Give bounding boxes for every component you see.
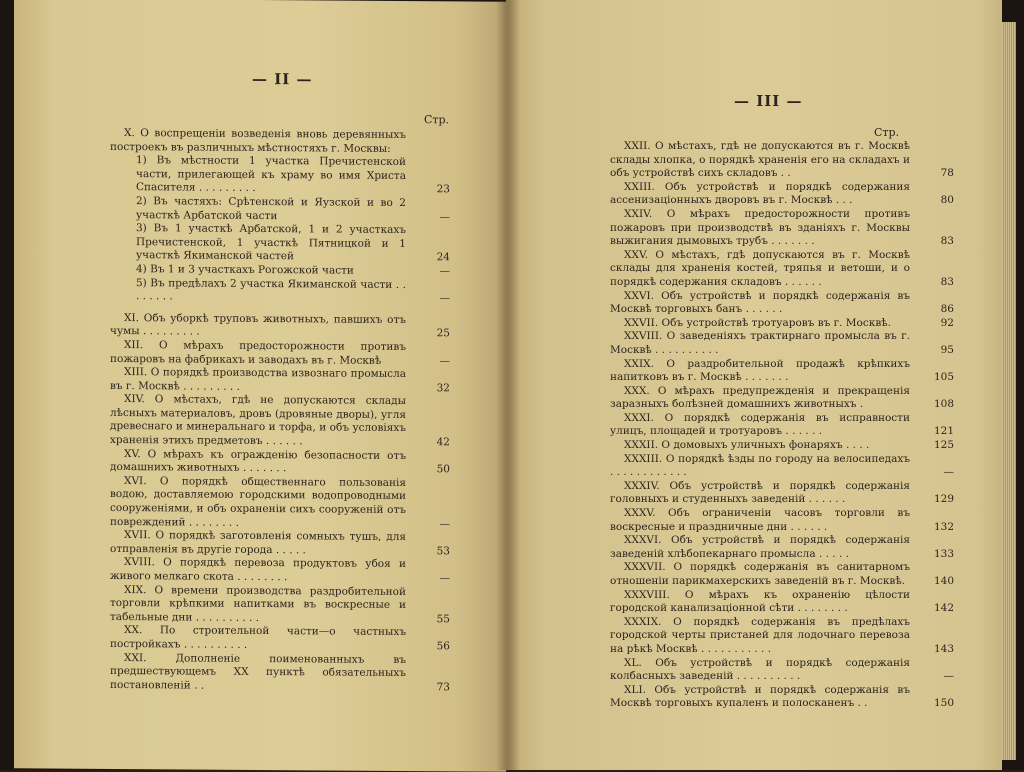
- toc-entry-page: 32: [414, 382, 450, 396]
- toc-entry-title: XXIV. О мѣрахъ предосторожности противъ пожаровъ при производствѣ въ зданiяхъ г. Москвы выжигания дымовыхъ трубъ . . . . . . .: [610, 208, 954, 249]
- toc-entry-page: 83: [918, 276, 954, 290]
- toc-entry-page: —: [414, 211, 450, 225]
- toc-entry-page: 83: [918, 235, 954, 249]
- toc-entry-page: 23: [414, 183, 450, 197]
- toc-entry-title: XV. О мѣрахъ къ огражденiю безопасности отъ домашнихъ животныхъ . . . . . . .: [110, 448, 450, 478]
- toc-entry: [610, 249, 954, 290]
- toc-entry: [610, 507, 954, 534]
- toc-entry-title: XXXII. О домовыхъ уличныхъ фонаряхъ . . . .: [610, 439, 954, 453]
- toc-entry: [610, 589, 954, 616]
- toc-entry-title: XXXI. О порядкѣ содержанiя въ исправности улицъ, площадей и тротуаровъ . . . . . .: [610, 412, 954, 439]
- left-page-column-label: Стр.: [424, 113, 449, 126]
- toc-entry-title: 4) Въ 1 и 3 участкахъ Рогожской части: [136, 263, 450, 279]
- toc-entry-page: 129: [918, 493, 954, 507]
- toc-entry-page: —: [414, 518, 450, 532]
- toc-entry: [110, 529, 450, 559]
- toc-entry: [610, 453, 954, 480]
- toc-entry-title: X. О воспрещенiи возведенiя вновь деревянныхъ построекъ въ различныхъ мѣстностяхъ г. Москвы:: [110, 127, 450, 157]
- toc-entry: [110, 624, 450, 654]
- toc-entry-page: 108: [918, 398, 954, 412]
- toc-entry: [610, 439, 954, 453]
- toc-entry: [610, 208, 954, 249]
- toc-entry: [610, 561, 954, 588]
- toc-entry-title: XXV. О мѣстахъ, гдѣ допускаются въ г. Москвѣ склады для храненiя костей, тряпья и ветоши, и о порядкѣ содержания складовъ . . . . . .: [610, 249, 954, 290]
- toc-entry: [110, 448, 450, 478]
- toc-entry-page: 80: [918, 194, 954, 208]
- toc-entry-title: XII. О мѣрахъ предосторожности противъ пожаровъ на фабрикахъ и заводахъ въ г. Москвѣ: [110, 339, 450, 369]
- toc-entry-title: XVII. О порядкѣ заготовленiя сомныхъ тушъ, для отправленiя въ другiе города . . . . .: [110, 529, 450, 559]
- toc-entry-page: —: [414, 572, 450, 586]
- toc-entry: [610, 412, 954, 439]
- toc-entry-title: XLI. Объ устройствѣ и порядкѣ содержанiя въ Москвѣ торговыхъ купаленъ и полосканенъ . .: [610, 684, 954, 711]
- toc-entry: [110, 339, 450, 369]
- toc-entry-title: XXIII. Объ устройствѣ и порядкѣ содержания ассенизацiонныхъ дворовъ въ г. Москвѣ . . .: [610, 181, 954, 208]
- toc-entry-title: XXXVIII. О мѣрахъ къ охраненiю цѣлости городской канализацiонной сѣти . . . . . . . .: [610, 589, 954, 616]
- toc-entry-title: XVI. О порядкѣ общественнаго пользованiя водою, доставляемою городскими водопроводными сооруженiями, и объ охраненiи сихъ сооруженiй отъ повреждений . . . . . . . .: [110, 475, 450, 532]
- toc-entry-title: 5) Въ предѣлахъ 2 участка Якиманской части . . . . . . . .: [136, 277, 450, 306]
- toc-entry: [110, 195, 450, 225]
- toc-entry: [610, 317, 954, 331]
- toc-entry: [110, 584, 450, 627]
- toc-entry: [610, 480, 954, 507]
- toc-entry-page: —: [414, 355, 450, 369]
- toc-entry: [610, 358, 954, 385]
- toc-entry-page: 140: [918, 575, 954, 589]
- toc-entry-page: 73: [414, 681, 450, 695]
- toc-entry-title: XXVII. Объ устройствѣ тротуаровъ въ г. Москвѣ.: [610, 317, 954, 331]
- toc-entry-title: XL. Объ устройствѣ и порядкѣ содержанiя колбасныхъ заведенiй . . . . . . . . . .: [610, 657, 954, 684]
- toc-entry-title: XXI. Дополненiе поименованныхъ въ предшествующемъ XX пунктѣ обязательныхъ постановленiй . .: [110, 652, 450, 695]
- toc-entry-title: XXXV. Объ ограниченiи часовъ торговли въ воскресные и праздничные дни . . . . . .: [610, 507, 954, 534]
- toc-entry-title: XXXIV. Объ устройствѣ и порядкѣ содержанiя головныхъ и студенныхъ заведенiй . . . . . .: [610, 480, 954, 507]
- toc-entry-title: XXXVII. О порядкѣ содержанiя въ санитарномъ отношенiи парикмахерскихъ заведенiй въ г. Москвѣ.: [610, 561, 954, 588]
- toc-entry: [610, 330, 954, 357]
- toc-entry-title: XXVIII. О заведенiяхъ трактирнаго промысла въ г. Москвѣ . . . . . . . . . .: [610, 330, 954, 357]
- toc-entry: [110, 276, 450, 306]
- toc-entry-title: XXX. О мѣрахъ предупрежденiя и прекращенiя заразныхъ болѣзней домашнихъ животныхъ .: [610, 385, 954, 412]
- toc-entry-page: 78: [918, 167, 954, 181]
- toc-entry-page: —: [918, 670, 954, 684]
- toc-entry: [610, 616, 954, 657]
- toc-entry: [110, 154, 450, 197]
- toc-entry-page: —: [414, 292, 450, 306]
- toc-entry-page: 24: [414, 251, 450, 265]
- toc-entry-page: 55: [414, 613, 450, 627]
- toc-entry-page: 150: [918, 697, 954, 711]
- toc-entry: [110, 556, 450, 586]
- toc-entry-title: XXXIII. О порядкѣ ѣзды по городу на велосипедахъ . . . . . . . . . . . .: [610, 453, 954, 480]
- toc-entry-title: XXXVI. Объ устройствѣ и порядкѣ содержанiя заведенiй хлѣбопекарнаго промысла . . . . .: [610, 534, 954, 561]
- right-page: [506, 0, 1002, 770]
- toc-entry-page: 125: [918, 439, 954, 453]
- book-gutter: [496, 0, 520, 770]
- toc-entry-page: 56: [414, 640, 450, 654]
- toc-entry-page: 95: [918, 344, 954, 358]
- toc-entry-page: 121: [918, 425, 954, 439]
- toc-entry: [610, 534, 954, 561]
- toc-entry: [610, 385, 954, 412]
- toc-entry-title: XIV. О мѣстахъ, гдѣ не допускаются склады лѣсныхъ материаловъ, дровъ (дровяные дворы), угля древеснаго и минеральнаго и торфа, и объ условiяхъ храненiя этихъ предметовъ . . . . . .: [110, 393, 450, 450]
- toc-entry: [110, 652, 450, 695]
- page-edges: [1002, 22, 1016, 760]
- toc-entry-page: 143: [918, 643, 954, 657]
- toc-entry: [610, 290, 954, 317]
- toc-entry: [110, 127, 450, 157]
- toc-entry-title: XXXIX. О порядкѣ содержанiя въ предѣлахъ городской черты пристаней для лодочнаго перевоза на рѣкѣ Москвѣ . . . . . . . . . . .: [610, 616, 954, 657]
- left-page: [14, 0, 506, 772]
- left-page-number: — II —: [252, 70, 312, 88]
- toc-entry: [610, 684, 954, 711]
- toc-entry: [110, 393, 450, 450]
- toc-entry-page: 53: [414, 545, 450, 559]
- toc-entry-title: 1) Въ мѣстности 1 участка Пречистенской части, прилегающей къ храму во имя Христа Спасителя . . . . . . . . .: [136, 154, 450, 197]
- right-page-column-label: Стр.: [874, 126, 899, 139]
- toc-entry: [110, 475, 450, 532]
- toc-entry-title: 3) Въ 1 участкѣ Арбатской, 1 и 2 участкахъ Пречистенской, 1 участкѣ Пятницкой и 1 участкѣ Якиманской частей: [136, 222, 450, 265]
- toc-entry-page: 25: [414, 327, 450, 341]
- toc-entry-title: 2) Въ частяхъ: Срѣтенской и Яузской и во 2 участкѣ Арбатской части: [136, 195, 450, 224]
- toc-entry: [110, 222, 450, 265]
- toc-entry: [110, 366, 450, 396]
- toc-entry-page: 42: [414, 436, 450, 450]
- toc-entry: [610, 657, 954, 684]
- toc-entry-title: XXIX. О раздробительной продажѣ крѣпкихъ напитковъ въ г. Москвѣ . . . . . . .: [610, 358, 954, 385]
- toc-entry-page: 132: [918, 521, 954, 535]
- toc-entry-page: 133: [918, 548, 954, 562]
- right-table-of-contents: [610, 140, 954, 711]
- right-page-number: — III —: [734, 92, 803, 110]
- toc-entry-title: XVIII. О порядкѣ перевоза продуктовъ убоя и живого мелкаго скота . . . . . . . .: [110, 556, 450, 586]
- toc-entry-title: XI. Объ уборкѣ труповъ животныхъ, павшихъ отъ чумы . . . . . . . . .: [110, 312, 450, 342]
- toc-entry-page: 105: [918, 371, 954, 385]
- left-table-of-contents: [110, 127, 450, 695]
- toc-entry: [610, 181, 954, 208]
- toc-entry-page: 92: [918, 317, 954, 331]
- toc-entry-page: 86: [918, 303, 954, 317]
- toc-entry: [110, 312, 450, 342]
- toc-entry-page: 50: [414, 463, 450, 477]
- toc-entry-title: XXII. О мѣстахъ, гдѣ не допускаются въ г. Москвѣ склады хлопка, о порядкѣ храненiя его на складахъ и объ устройствѣ сихъ складовъ . .: [610, 140, 954, 181]
- toc-entry-title: XX. По строительной части—о частныхъ постройкахъ . . . . . . . . . .: [110, 624, 450, 654]
- toc-entry-title: XIII. О порядкѣ производства извознаго промысла въ г. Москвѣ . . . . . . . . .: [110, 366, 450, 396]
- toc-entry-title: XXVI. Объ устройствѣ и порядкѣ содержанiя въ Москвѣ торговыхъ банъ . . . . . .: [610, 290, 954, 317]
- toc-entry-page: —: [918, 466, 954, 480]
- toc-entry-page: 142: [918, 602, 954, 616]
- toc-entry-title: XIX. О времени производства раздробительной торговли крѣпкими напитками въ воскресные и табельные дни . . . . . . . . . .: [110, 584, 450, 627]
- toc-entry: [610, 140, 954, 181]
- toc-entry-page: —: [414, 265, 450, 279]
